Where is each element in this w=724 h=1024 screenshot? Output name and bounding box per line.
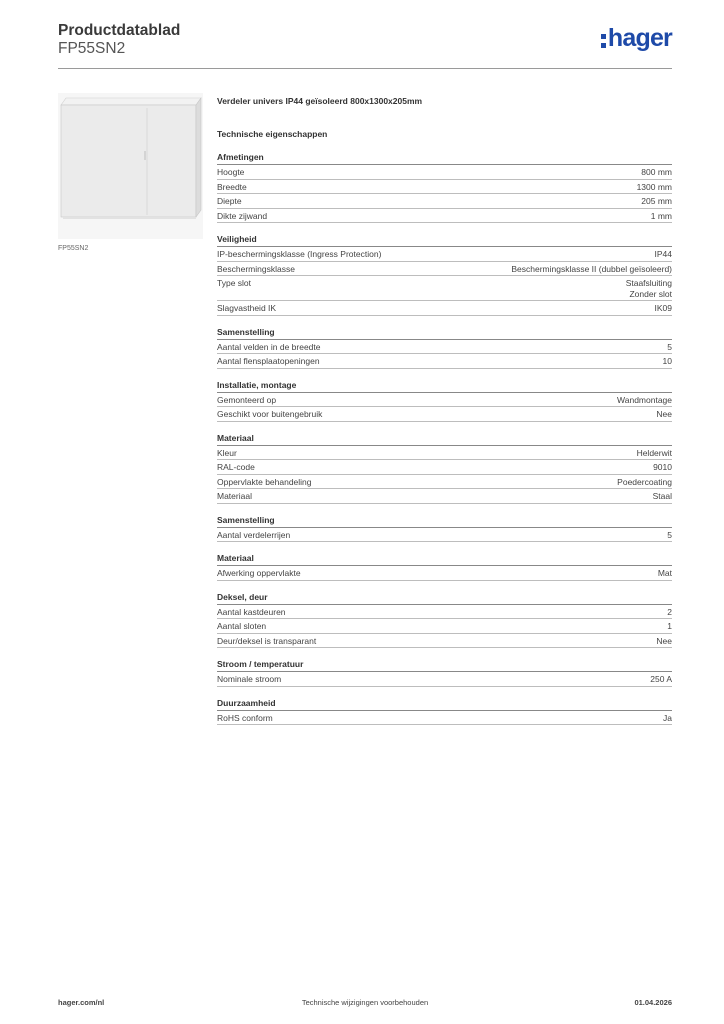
page-title: Productdatablad: [58, 22, 181, 39]
specs-title: Technische eigenschappen: [217, 129, 328, 139]
spec-group-title: Duurzaamheid: [217, 698, 672, 711]
logo-text: hager: [607, 24, 672, 52]
spec-row: [217, 475, 672, 490]
spec-value: IP44: [654, 249, 672, 259]
spec-value: 10: [662, 356, 672, 366]
spec-value: Staafsluiting Zonder slot: [625, 278, 672, 299]
spec-value: 5: [667, 341, 672, 352]
spec-value: Nee: [656, 635, 672, 646]
spec-row: [217, 165, 672, 180]
spec-label: Slagvastheid IK: [217, 303, 277, 313]
spec-label: Breedte: [217, 181, 247, 192]
spec-row: [217, 393, 672, 408]
spec-group-title: Afmetingen: [217, 152, 672, 165]
spec-row: [217, 528, 672, 543]
spec-groups: [217, 152, 672, 725]
spec-value: 1: [667, 621, 672, 631]
product-image: [58, 93, 203, 239]
spec-row: [217, 711, 672, 726]
footer-website: hager.com/nl: [58, 998, 105, 1007]
spec-value: Staal: [652, 491, 672, 501]
spec-label: Gemonteerd op: [217, 394, 277, 405]
footer-date: 01.04.2026: [634, 998, 672, 1007]
spec-value: 1300 mm: [636, 181, 672, 192]
spec-label: RAL-code: [217, 462, 255, 472]
spec-row: [217, 446, 672, 461]
spec-group: [217, 698, 672, 726]
spec-label: IP-beschermingsklasse (Ingress Protection): [217, 249, 382, 259]
spec-row: [217, 354, 672, 369]
spec-label: Type slot: [217, 278, 252, 288]
spec-group-title: Stroom / temperatuur: [217, 659, 672, 672]
spec-label: Beschermingsklasse: [217, 263, 295, 274]
spec-row: [217, 301, 672, 316]
hager-logo: [601, 26, 672, 51]
spec-value: 250 A: [650, 674, 672, 684]
spec-label: Dikte zijwand: [217, 210, 268, 221]
spec-value: Beschermingsklasse II (dubbel geïsoleerd): [511, 263, 672, 274]
spec-value: 5: [667, 529, 672, 540]
spec-row: [217, 262, 672, 277]
spec-value: 800 mm: [641, 167, 672, 177]
spec-label: Hoogte: [217, 167, 245, 177]
logo-dots-icon: [601, 34, 606, 48]
spec-group-title: Samenstelling: [217, 515, 672, 528]
spec-group: [217, 152, 672, 223]
spec-label: Aantal sloten: [217, 621, 267, 631]
spec-group-title: Veiligheid: [217, 234, 672, 247]
spec-row: [217, 566, 672, 581]
spec-label: RoHS conform: [217, 712, 273, 723]
spec-group-title: Materiaal: [217, 553, 672, 566]
spec-row: [217, 340, 672, 355]
spec-label: Aantal velden in de breedte: [217, 341, 321, 352]
spec-row: [217, 634, 672, 649]
spec-label: Deur/deksel is transparant: [217, 635, 317, 646]
distribution-cabinet-image: [58, 93, 203, 239]
spec-content: [217, 96, 672, 736]
spec-group: [217, 380, 672, 422]
spec-value: IK09: [654, 303, 672, 313]
spec-label: Materiaal: [217, 491, 252, 501]
spec-row: [217, 180, 672, 195]
spec-value: Poedercoating: [617, 476, 672, 487]
footer-disclaimer: Technische wijzigingen voorbehouden: [301, 998, 429, 1007]
spec-group-title: Deksel, deur: [217, 592, 672, 605]
spec-value: Nee: [656, 409, 672, 419]
spec-value: 9010: [653, 462, 672, 472]
spec-value: Helderwit: [636, 447, 672, 458]
spec-group: [217, 592, 672, 649]
spec-value: Mat: [657, 568, 672, 578]
header-divider: [58, 68, 672, 69]
spec-value: 1 mm: [650, 210, 672, 221]
spec-row: [217, 407, 672, 422]
spec-row: [217, 460, 672, 475]
spec-group-title: Materiaal: [217, 433, 672, 446]
spec-row: [217, 194, 672, 209]
spec-label: Aantal verdelerrijen: [217, 529, 291, 540]
image-caption: FP55SN2: [58, 245, 89, 252]
spec-row: [217, 276, 672, 301]
spec-value: 2: [667, 606, 672, 617]
spec-label: Geschikt voor buitengebruik: [217, 409, 323, 419]
spec-group: [217, 234, 672, 316]
spec-label: Kleur: [217, 447, 237, 458]
product-description: Verdeler univers IP44 geïsoleerd 800x1300x205mm: [217, 96, 423, 106]
spec-label: Afwerking oppervlakte: [217, 568, 301, 578]
spec-row: [217, 672, 672, 687]
spec-label: Aantal flensplaatopeningen: [217, 356, 320, 366]
spec-label: Oppervlakte behandeling: [217, 476, 312, 487]
spec-group: [217, 433, 672, 504]
spec-value: Wandmontage: [617, 394, 672, 405]
spec-value: 205 mm: [641, 196, 672, 206]
spec-row: [217, 209, 672, 224]
spec-label: Nominale stroom: [217, 674, 282, 684]
spec-group: [217, 327, 672, 369]
spec-label: Aantal kastdeuren: [217, 606, 286, 617]
spec-group-title: Samenstelling: [217, 327, 672, 340]
spec-row: [217, 489, 672, 504]
spec-group: [217, 659, 672, 687]
product-code: FP55SN2: [58, 40, 126, 57]
spec-value: Ja: [663, 712, 672, 723]
spec-group: [217, 515, 672, 543]
spec-row: [217, 605, 672, 620]
spec-row: [217, 247, 672, 262]
spec-group: [217, 553, 672, 581]
spec-group-title: Installatie, montage: [217, 380, 672, 393]
spec-row: [217, 619, 672, 634]
spec-label: Diepte: [217, 196, 242, 206]
